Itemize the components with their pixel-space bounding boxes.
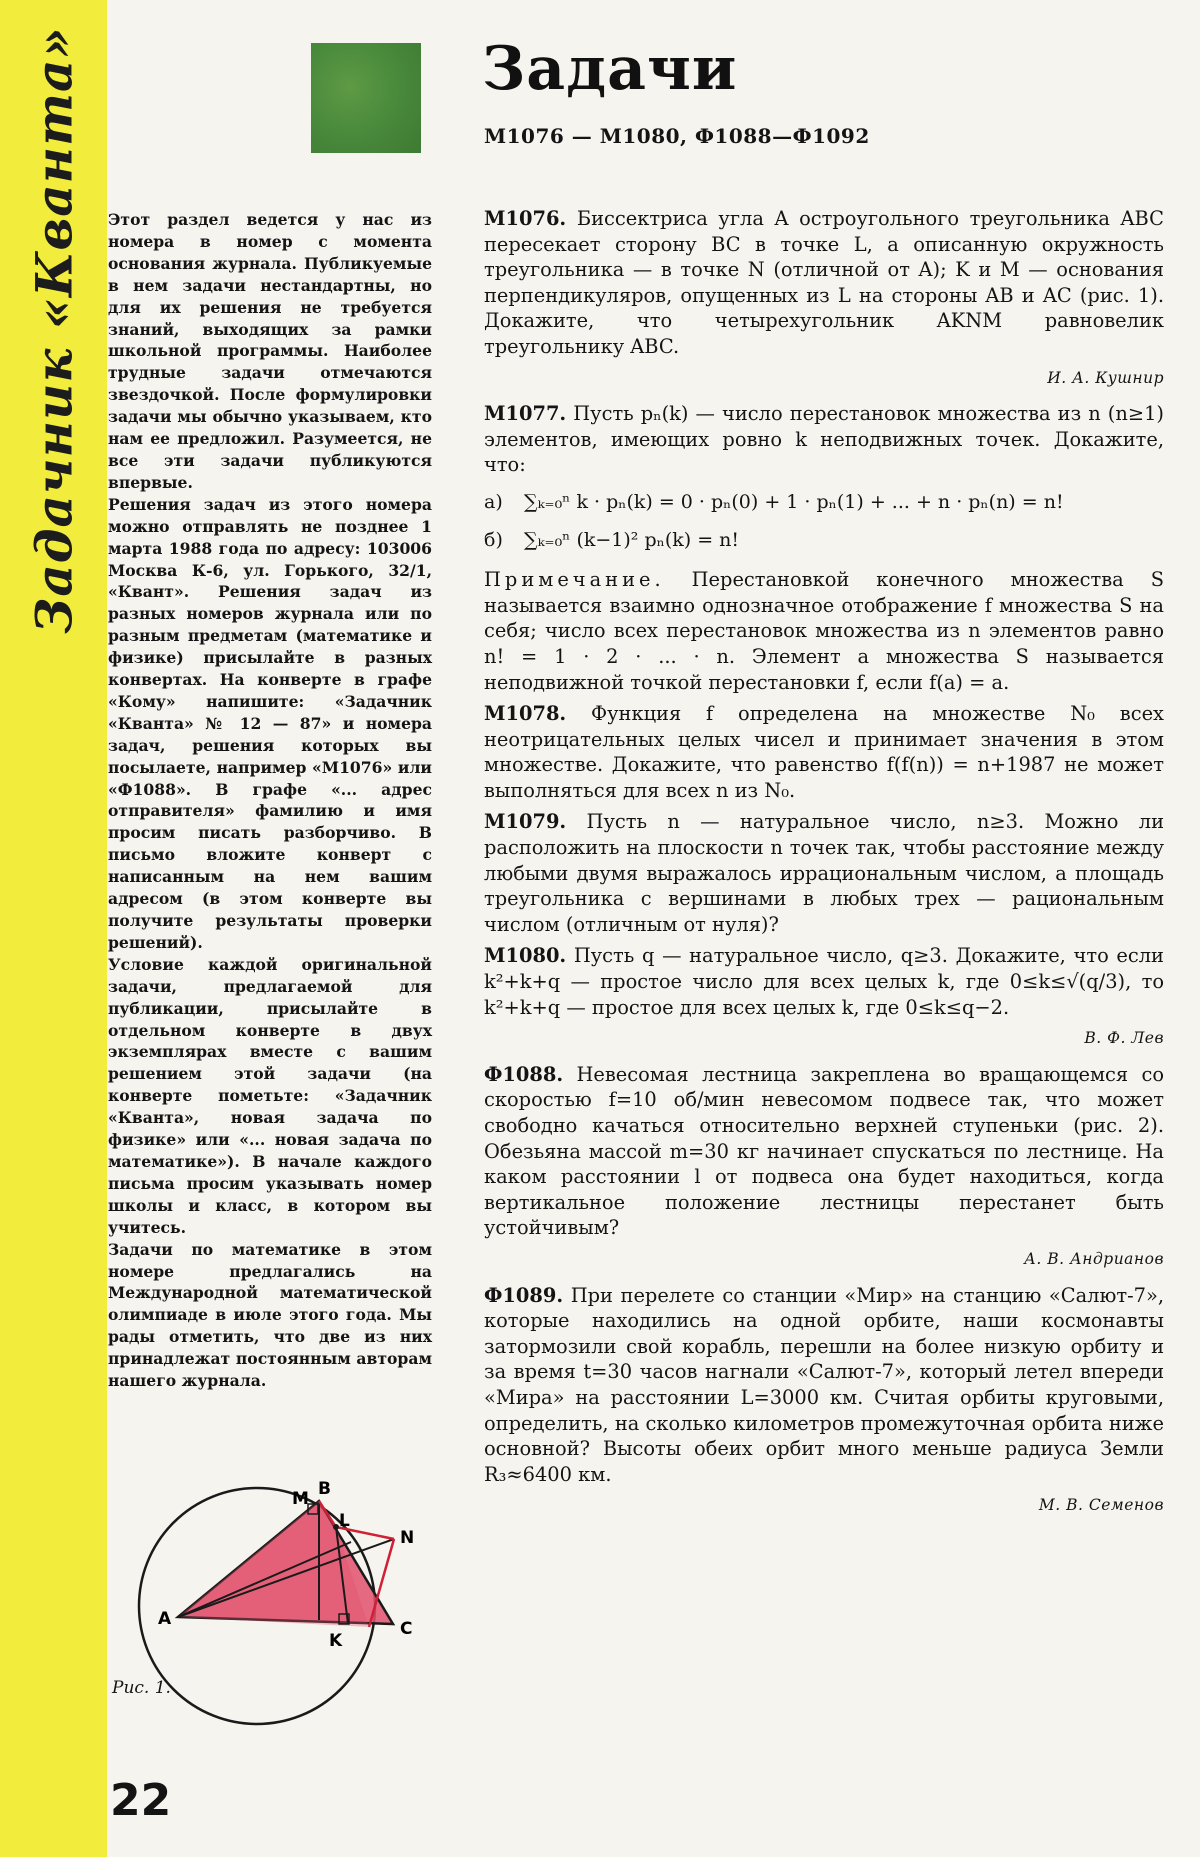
problem-text: Пусть pₙ(k) — число перестановок множества из n (n≥1) элементов, имеющих ровно k неподвижных точек. Докажите, что: bbox=[484, 402, 1164, 477]
problem-text: Пусть n — натуральное число, n≥3. Можно ли расположить на плоскости n точек так, чтобы расстояние между любыми двумя выражалось иррациональным числом, а площадь треугольника с вершинами в любых трех — рациональным числом (отличным от нуля)? bbox=[484, 810, 1164, 936]
problem-text: При перелете со станции «Мир» на станцию «Салют-7», которые находились на одной орбите, наши космонавты затормозили свой корабль, перешли на более низкую орбиту и за время t=30 часов нагнали «Салют-7», который летел впереди «Мира» на расстоянии L=3000 км. Считая орбиты круговыми, определить, на сколько километров промежуточная орбита ниже основной? Высоты обеих орбит много меньше радиуса Земли R₃≈6400 км. bbox=[484, 1283, 1164, 1486]
problem-text: Пусть q — натуральное число, q≥3. Докажите, что если k²+k+q — простое число для всех целых k, где 0≤k≤√(q/3), то k²+k+q — простое для всех целых k, где 0≤k≤q−2. bbox=[484, 944, 1164, 1019]
problem-m1080 bbox=[484, 943, 1164, 1020]
problem-m1079 bbox=[484, 809, 1164, 937]
sidebar-paragraph: Задачи по математике в этом номере предлагались на Международной математической олимпиаде в июле этого года. Мы рады отметить, что две из них принадлежат постоянным авторам нашего журнала. bbox=[108, 1239, 432, 1391]
problem-text: Биссектриса угла A остроугольного треугольника ABC пересекает сторону BC в точке L, а описанную окружность треугольника — в точке N (отличной от A); K и M — основания перпендикуляров, опущенных из L на стороны AB и AC (рис. 1). Докажите, что четырехугольник AKNM равновелик треугольнику ABC. bbox=[484, 207, 1164, 358]
formula-a bbox=[484, 490, 1164, 516]
sidebar-paragraph: Решения задач из этого номера можно отправлять не позднее 1 марта 1988 года по адресу: 103006 Москва К-6, ул. Горького, 32/1, «Квант». Решения задач из разных номеров журнала или по разным предметам (математике и физике) присылайте в разных конвертах. На конверте в графе «Кому» напишите: «Задачник «Кванта» № 12 — 87» и номера задач, решения которых вы посылаете, например «М1076» или «Ф1088». В графе «... адрес отправителя» фамилию и имя просим писать разборчиво. В письмо вложите конверт с написанным на нем вашим адресом (в этом конверте вы получите результаты проверки решений). bbox=[108, 494, 432, 952]
label-b: B bbox=[318, 1479, 331, 1499]
page-title: Задачи bbox=[482, 34, 738, 104]
problem-m1078 bbox=[484, 701, 1164, 803]
section-logo-square bbox=[311, 43, 421, 153]
formula-text: ∑ₖ₌₀ⁿ k · pₙ(k) = 0 · pₙ(0) + 1 · pₙ(1) + ... + n · pₙ(n) = n! bbox=[524, 490, 1064, 513]
problem-number: М1076. bbox=[484, 207, 567, 230]
problem-m1076 bbox=[484, 206, 1164, 360]
side-script-title: Задачник «Кванта» bbox=[24, 26, 84, 634]
problems-column bbox=[484, 206, 1164, 1529]
formula-label: б) bbox=[484, 528, 503, 551]
problem-author: В. Ф. Лев bbox=[1084, 1029, 1164, 1048]
label-c: C bbox=[400, 1619, 413, 1639]
problem-range-subtitle: М1076 — М1080, Ф1088—Ф1092 bbox=[484, 124, 870, 148]
page-number: 22 bbox=[110, 1775, 172, 1826]
problem-m1077 bbox=[484, 401, 1164, 478]
note-label: Примечание. bbox=[484, 568, 665, 592]
sidebar-info bbox=[108, 209, 432, 1392]
problem-number: М1080. bbox=[484, 944, 567, 968]
problem-author: М. В. Семенов bbox=[1038, 1496, 1164, 1515]
yellow-side-strip bbox=[0, 0, 107, 1857]
sidebar-paragraph: Условие каждой оригинальной задачи, предлагаемой для публикации, присылайте в отдельном конверте в двух экземплярах вместе с вашим решением этой задачи (на конверте пометьте: «Задачник «Кванта», новая задача по физике» или «... новая задача по математике»). В начале каждого письма просим указывать номер школы и класс, в котором вы учитесь. bbox=[108, 954, 432, 1237]
label-k: K bbox=[329, 1631, 343, 1651]
formula-text: ∑ₖ₌₀ⁿ (k−1)² pₙ(k) = n! bbox=[524, 528, 740, 551]
formula-label: а) bbox=[484, 490, 503, 513]
problem-note bbox=[484, 567, 1164, 695]
label-n: N bbox=[400, 1528, 415, 1548]
label-l: L bbox=[339, 1511, 350, 1531]
sidebar-paragraph: Этот раздел ведется у нас из номера в номер с момента основания журнала. Публикуемые в нем задачи нестандартны, но для их решения не требуется знаний, выходящих за рамки школьной программы. Наиболее трудные задачи отмечаются звездочкой. После формулировки задачи мы обычно указываем, кто нам ее предложил. Разумеется, не все эти задачи публикуются впервые. bbox=[108, 210, 432, 492]
note-text: Перестановкой конечного множества S называется взаимно однозначное отображение f множества S на себя; число всех перестановок множества из n элементов равно n! = 1 · 2 · ... · n. Элемент a множества S называется неподвижной точкой перестановки f, если f(a) = a. bbox=[484, 568, 1164, 694]
problem-number: Ф1088. bbox=[484, 1062, 564, 1086]
figure-caption: Рис. 1. bbox=[112, 1678, 171, 1698]
problem-number: М1078. bbox=[484, 702, 567, 726]
label-m: M bbox=[292, 1489, 309, 1509]
formula-b bbox=[484, 528, 1164, 554]
problem-number: Ф1089. bbox=[484, 1283, 564, 1307]
problem-text: Невесомая лестница закреплена во вращающемся со скоростью f=10 об/мин невесомом подвесе так, что может свободно качаться относительно верхней ступеньки (рис. 2). Обезьяна массой m=30 кг начинает спускаться по лестнице. На каком расстоянии l от подвеса она будет находиться, когда вертикальное положение лестницы перестанет быть устойчивым? bbox=[484, 1062, 1164, 1240]
label-a: A bbox=[158, 1609, 172, 1629]
problem-number: М1079. bbox=[484, 810, 567, 834]
problem-number: М1077. bbox=[484, 402, 567, 426]
problem-f1089 bbox=[484, 1283, 1164, 1488]
problem-f1088 bbox=[484, 1062, 1164, 1241]
problem-author: А. В. Андрианов bbox=[1024, 1249, 1164, 1268]
problem-author: И. А. Кушнир bbox=[1047, 368, 1164, 387]
figure-1-geometry bbox=[108, 1478, 440, 1728]
problem-text: Функция f определена на множестве N₀ всех неотрицательных целых чисел и принимает значения в этом множестве. Докажите, что равенство f(f(n)) = n+1987 не может выполняться для всех n из N₀. bbox=[484, 702, 1164, 802]
